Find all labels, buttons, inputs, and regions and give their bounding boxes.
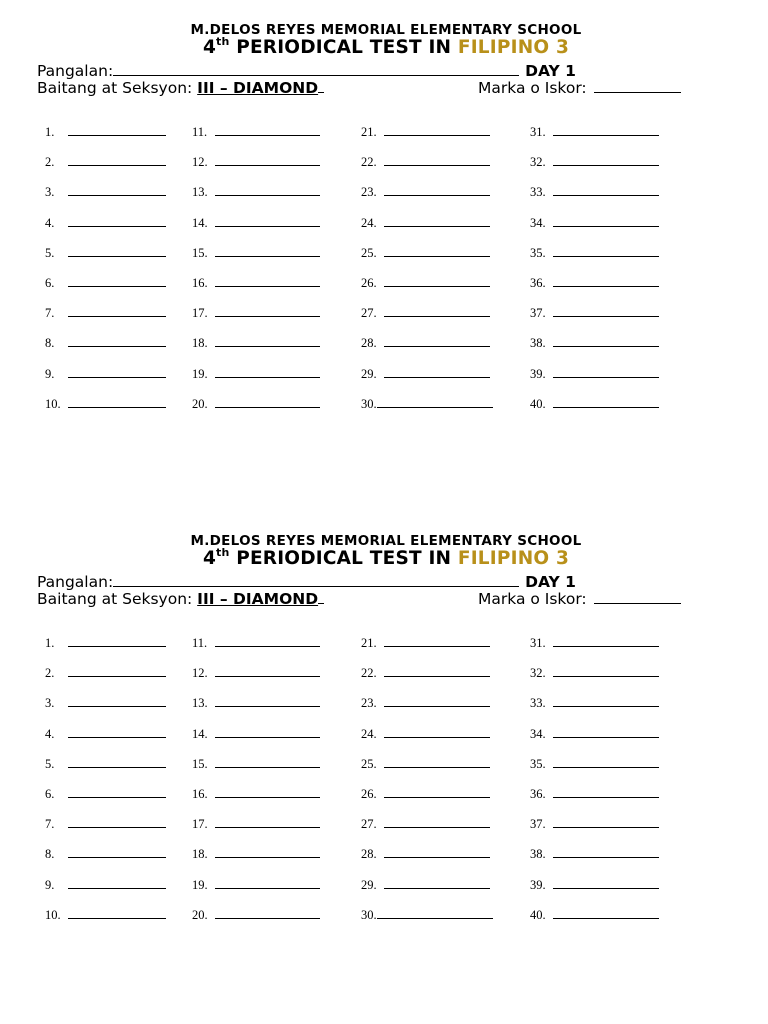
answer-blank[interactable] [215, 787, 320, 798]
answer-item [530, 367, 659, 382]
school-name: M.DELOS REYES MEMORIAL ELEMENTARY SCHOOL [190, 22, 582, 38]
answer-blank[interactable] [215, 216, 320, 227]
answer-blank[interactable] [377, 908, 493, 919]
answer-number: 7. [45, 306, 55, 321]
answer-number: 25. [361, 756, 377, 771]
answer-item [45, 336, 166, 351]
answer-item [192, 636, 320, 651]
answer-item [45, 246, 166, 261]
answer-item [361, 908, 493, 923]
score-line [478, 77, 681, 97]
answer-number: 4. [45, 726, 55, 741]
answer-number: 8. [45, 336, 55, 351]
answer-blank[interactable] [215, 125, 320, 136]
answer-item [361, 636, 490, 651]
name-label: Pangalan: [37, 573, 114, 591]
answer-number: 19. [192, 877, 208, 892]
answer-item [361, 185, 490, 200]
answer-number: 18. [192, 847, 208, 862]
answer-blank[interactable] [68, 787, 166, 798]
answer-number: 11. [192, 636, 208, 650]
answer-item [45, 847, 166, 862]
answer-number: 32. [530, 155, 546, 170]
section-label: Baitang at Seksyon: [37, 590, 198, 608]
answer-blank[interactable] [384, 336, 490, 347]
answer-number: 28. [361, 847, 377, 862]
answer-item [530, 908, 659, 923]
answer-number: 22. [361, 155, 377, 170]
answer-number: 20. [192, 907, 208, 922]
answer-number: 10. [45, 396, 61, 411]
answer-blank[interactable] [68, 847, 166, 858]
answer-item [192, 246, 320, 261]
answer-number: 36. [530, 787, 546, 801]
answer-blank[interactable] [215, 276, 320, 287]
answer-number: 30. [361, 396, 377, 411]
answer-number: 23. [361, 185, 377, 200]
answer-blank[interactable] [68, 397, 166, 408]
answer-blank[interactable] [384, 727, 490, 738]
answer-blank[interactable] [215, 908, 320, 919]
score-label: Marka o Iskor: [478, 590, 587, 608]
answer-item [192, 847, 320, 862]
answer-number: 31. [530, 125, 546, 139]
answer-blank[interactable] [553, 908, 659, 919]
answer-blank[interactable] [553, 397, 659, 408]
answer-item [192, 276, 320, 291]
answer-item [45, 276, 166, 291]
answer-blank[interactable] [553, 306, 659, 317]
answer-blank[interactable] [384, 817, 490, 828]
answer-number: 16. [192, 787, 208, 801]
answer-blank[interactable] [384, 696, 490, 707]
answer-item [530, 817, 659, 832]
answer-item [361, 696, 490, 711]
answer-item [361, 666, 490, 681]
answer-number: 3. [45, 185, 55, 200]
answer-number: 6. [45, 276, 55, 290]
answer-item [361, 367, 490, 382]
answer-item [530, 397, 659, 412]
answer-blank[interactable] [215, 727, 320, 738]
answer-blank[interactable] [68, 696, 166, 707]
answer-blank[interactable] [68, 817, 166, 828]
answer-number: 1. [45, 125, 55, 139]
answer-item [530, 306, 659, 321]
answer-item [192, 155, 320, 170]
answer-item [192, 757, 320, 772]
answer-blank[interactable] [215, 155, 320, 166]
answer-blank[interactable] [215, 306, 320, 317]
answer-number: 9. [45, 877, 55, 892]
answer-blank[interactable] [553, 757, 659, 768]
title-main: PERIODICAL TEST IN [229, 37, 458, 58]
answer-number: 5. [45, 756, 55, 771]
test-title [0, 37, 768, 58]
answer-item [530, 727, 659, 742]
answer-blank[interactable] [553, 727, 659, 738]
answer-item [45, 908, 166, 923]
answer-item [530, 216, 659, 231]
answer-blank[interactable] [384, 306, 490, 317]
answer-item [192, 696, 320, 711]
answer-blank[interactable] [68, 666, 166, 677]
answer-blank[interactable] [68, 908, 166, 919]
section-line [37, 77, 324, 97]
answer-blank[interactable] [68, 185, 166, 196]
answer-item [192, 908, 320, 923]
title-number: 4 [202, 548, 217, 569]
answer-blank[interactable] [215, 817, 320, 828]
answer-number: 40. [530, 396, 546, 411]
answer-blank[interactable] [68, 727, 166, 738]
answer-item [192, 185, 320, 200]
answer-blank[interactable] [384, 787, 490, 798]
answer-item [45, 367, 166, 382]
score-label: Marka o Iskor: [478, 79, 587, 97]
answer-item [530, 246, 659, 261]
answer-item [530, 276, 659, 291]
answer-number: 34. [530, 215, 546, 230]
answer-number: 8. [45, 847, 55, 862]
answer-item [45, 155, 166, 170]
answer-number: 33. [530, 696, 546, 711]
answer-blank[interactable] [68, 276, 166, 287]
answer-number: 24. [361, 726, 377, 741]
answer-number: 27. [361, 817, 377, 832]
answer-number: 28. [361, 336, 377, 351]
answer-number: 11. [192, 125, 208, 139]
answer-item [361, 276, 490, 291]
day-label: DAY 1 [525, 62, 576, 80]
answer-blank[interactable] [68, 757, 166, 768]
school-name: M.DELOS REYES MEMORIAL ELEMENTARY SCHOOL [190, 533, 582, 549]
answer-number: 15. [192, 756, 208, 771]
answer-number: 36. [530, 276, 546, 290]
answer-blank[interactable] [553, 847, 659, 858]
title-subject: FILIPINO 3 [457, 37, 570, 58]
answer-blank[interactable] [215, 336, 320, 347]
answer-blank[interactable] [384, 367, 490, 378]
answer-number: 34. [530, 726, 546, 741]
answer-blank[interactable] [384, 185, 490, 196]
answer-number: 2. [45, 666, 55, 681]
answer-blank[interactable] [553, 336, 659, 347]
name-label: Pangalan: [37, 62, 114, 80]
answer-item [361, 787, 490, 802]
answer-blank[interactable] [553, 787, 659, 798]
answer-number: 4. [45, 215, 55, 230]
answer-item [45, 306, 166, 321]
answer-blank[interactable] [384, 155, 490, 166]
section-value: III – DIAMOND [197, 79, 319, 97]
answer-blank[interactable] [384, 847, 490, 858]
answer-item [192, 878, 320, 893]
answer-number: 3. [45, 696, 55, 711]
answer-blank[interactable] [215, 757, 320, 768]
answer-number: 16. [192, 276, 208, 290]
answer-number: 35. [530, 756, 546, 771]
answer-item [530, 636, 659, 651]
answer-blank[interactable] [377, 397, 493, 408]
answer-blank[interactable] [384, 878, 490, 889]
answer-number: 31. [530, 636, 546, 650]
answer-number: 7. [45, 817, 55, 832]
answer-blank[interactable] [384, 276, 490, 287]
score-blank[interactable] [594, 77, 681, 93]
name-blank[interactable] [113, 570, 519, 587]
section-underline-tail [318, 588, 324, 604]
answer-item [530, 336, 659, 351]
answer-blank[interactable] [68, 367, 166, 378]
answer-number: 29. [361, 877, 377, 892]
answer-number: 17. [192, 306, 208, 321]
answer-blank[interactable] [384, 246, 490, 257]
answer-item [530, 125, 659, 140]
answer-number: 35. [530, 245, 546, 260]
answer-number: 29. [361, 366, 377, 381]
answer-number: 1. [45, 636, 55, 650]
name-blank[interactable] [113, 59, 519, 76]
answer-number: 21. [361, 636, 377, 650]
answer-item [45, 636, 166, 651]
answer-number: 12. [192, 666, 208, 681]
answer-blank[interactable] [553, 696, 659, 707]
answer-item [192, 125, 320, 140]
section-underline-tail [318, 77, 324, 93]
answer-number: 13. [192, 185, 208, 200]
answer-blank[interactable] [384, 216, 490, 227]
answer-item [361, 155, 490, 170]
answer-blank[interactable] [384, 666, 490, 677]
day-label: DAY 1 [525, 573, 576, 591]
answer-number: 37. [530, 306, 546, 321]
answer-blank[interactable] [68, 125, 166, 136]
answer-blank[interactable] [215, 696, 320, 707]
answer-number: 23. [361, 696, 377, 711]
answer-blank[interactable] [553, 276, 659, 287]
answer-number: 18. [192, 336, 208, 351]
answer-number: 26. [361, 276, 377, 290]
answer-number: 22. [361, 666, 377, 681]
answer-number: 24. [361, 215, 377, 230]
answer-number: 38. [530, 336, 546, 351]
answer-item [45, 817, 166, 832]
answer-blank[interactable] [553, 216, 659, 227]
answer-blank[interactable] [68, 216, 166, 227]
answer-item [45, 757, 166, 772]
answer-blank[interactable] [215, 185, 320, 196]
answer-number: 40. [530, 907, 546, 922]
section-value: III – DIAMOND [197, 590, 319, 608]
answer-blank[interactable] [553, 666, 659, 677]
answer-item [192, 787, 320, 802]
answer-item [192, 666, 320, 681]
test-sheet-1 [0, 22, 768, 462]
answer-item [530, 666, 659, 681]
answer-item [530, 185, 659, 200]
answer-number: 33. [530, 185, 546, 200]
title-ordinal-suffix: th [216, 546, 230, 559]
answer-item [192, 306, 320, 321]
answer-number: 19. [192, 366, 208, 381]
test-sheet-2 [0, 533, 768, 973]
answer-blank[interactable] [553, 185, 659, 196]
answer-number: 15. [192, 245, 208, 260]
answer-item [361, 216, 490, 231]
answer-item [361, 336, 490, 351]
answer-number: 13. [192, 696, 208, 711]
answer-blank[interactable] [215, 878, 320, 889]
answer-number: 38. [530, 847, 546, 862]
answer-item [530, 757, 659, 772]
answer-blank[interactable] [68, 155, 166, 166]
answer-number: 21. [361, 125, 377, 139]
answer-item [530, 847, 659, 862]
answer-item [45, 397, 166, 412]
score-blank[interactable] [594, 588, 681, 604]
answer-number: 14. [192, 726, 208, 741]
answer-number: 39. [530, 877, 546, 892]
answer-number: 6. [45, 787, 55, 801]
answer-number: 32. [530, 666, 546, 681]
answer-blank[interactable] [215, 367, 320, 378]
answer-blank[interactable] [384, 757, 490, 768]
answer-blank[interactable] [68, 336, 166, 347]
answer-blank[interactable] [553, 878, 659, 889]
answer-item [192, 216, 320, 231]
answer-item [45, 125, 166, 140]
answer-item [192, 336, 320, 351]
answer-item [361, 847, 490, 862]
answer-item [361, 817, 490, 832]
answer-item [530, 878, 659, 893]
title-main: PERIODICAL TEST IN [229, 548, 458, 569]
answer-blank[interactable] [215, 847, 320, 858]
answer-item [45, 216, 166, 231]
answer-number: 5. [45, 245, 55, 260]
section-line [37, 588, 324, 608]
test-title [0, 548, 768, 569]
title-number: 4 [202, 37, 217, 58]
score-line [478, 588, 681, 608]
answer-item [530, 696, 659, 711]
answer-blank[interactable] [68, 878, 166, 889]
answer-blank[interactable] [553, 367, 659, 378]
answer-number: 39. [530, 366, 546, 381]
answer-item [45, 666, 166, 681]
answer-item [192, 397, 320, 412]
answer-number: 14. [192, 215, 208, 230]
answer-blank[interactable] [384, 636, 490, 647]
answer-item [361, 246, 490, 261]
answer-blank[interactable] [553, 125, 659, 136]
answer-number: 12. [192, 155, 208, 170]
answer-item [530, 787, 659, 802]
title-ordinal-suffix: th [216, 35, 230, 48]
answer-item [361, 727, 490, 742]
answer-item [192, 727, 320, 742]
answer-blank[interactable] [68, 246, 166, 257]
answer-item [45, 696, 166, 711]
answer-item [192, 817, 320, 832]
answer-number: 20. [192, 396, 208, 411]
answer-item [361, 397, 493, 412]
answer-item [45, 727, 166, 742]
answer-number: 25. [361, 245, 377, 260]
answer-blank[interactable] [553, 155, 659, 166]
answer-number: 2. [45, 155, 55, 170]
answer-number: 10. [45, 907, 61, 922]
answer-blank[interactable] [384, 125, 490, 136]
answer-number: 9. [45, 366, 55, 381]
answer-blank[interactable] [68, 306, 166, 317]
answer-item [45, 185, 166, 200]
answer-number: 30. [361, 907, 377, 922]
answer-item [45, 787, 166, 802]
answer-item [361, 306, 490, 321]
answer-blank[interactable] [215, 397, 320, 408]
answer-blank[interactable] [215, 246, 320, 257]
answer-blank[interactable] [215, 636, 320, 647]
answer-number: 37. [530, 817, 546, 832]
answer-item [361, 878, 490, 893]
answer-item [530, 155, 659, 170]
answer-blank[interactable] [215, 666, 320, 677]
answer-number: 17. [192, 817, 208, 832]
answer-item [192, 367, 320, 382]
answer-item [361, 125, 490, 140]
answer-item [45, 878, 166, 893]
answer-number: 27. [361, 306, 377, 321]
answer-number: 26. [361, 787, 377, 801]
answer-blank[interactable] [553, 817, 659, 828]
title-subject: FILIPINO 3 [457, 548, 570, 569]
section-label: Baitang at Seksyon: [37, 79, 198, 97]
answer-blank[interactable] [553, 246, 659, 257]
answer-blank[interactable] [553, 636, 659, 647]
answer-blank[interactable] [68, 636, 166, 647]
answer-item [361, 757, 490, 772]
